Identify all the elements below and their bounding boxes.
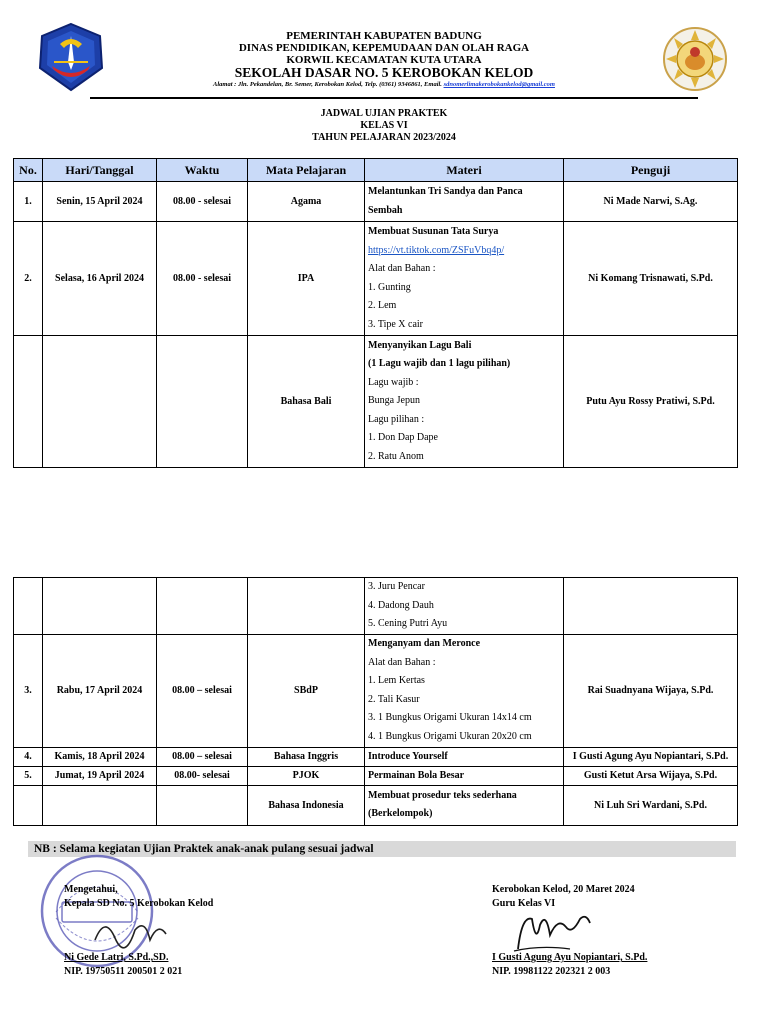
cell-day: Jumat, 19 April 2024: [43, 766, 157, 785]
cell-day: [43, 785, 157, 825]
header-day: Hari/Tanggal: [43, 159, 157, 182]
address-text: Alamat : Jln. Pekandelan, Br. Semer, Kerobokan Kelod, Telp. (0361) 9346861, Email.: [213, 81, 444, 88]
signature-right-line2: Guru Kelas VI: [492, 898, 556, 909]
materi-line: 3. Tipe X cair: [368, 318, 423, 330]
cell-day: Kamis, 18 April 2024: [43, 747, 157, 766]
cell-examiner: [564, 578, 738, 635]
materi-line: Bunga Jepun: [368, 395, 420, 407]
cell-examiner: Gusti Ketut Arsa Wijaya, S.Pd.: [564, 766, 738, 785]
table-row: [14, 222, 738, 336]
materi-line: 3. Juru Pencar: [368, 581, 425, 592]
table-header-row: [14, 159, 738, 182]
cell-no: 5.: [14, 766, 43, 785]
materi-line: 4. Dadong Dauh: [368, 599, 434, 611]
materi-line: Membuat prosedur teks sederhana: [368, 789, 517, 801]
tiktok-link[interactable]: https://vt.tiktok.com/ZSFuVbq4p/: [368, 244, 505, 256]
materi-line: 5. Cening Putri Ayu: [368, 618, 448, 629]
cell-time: 08.00 - selesai: [157, 222, 248, 336]
cell-subject: PJOK: [248, 766, 365, 785]
cell-time: 08.00 – selesai: [157, 747, 248, 766]
materi-line: 3. 1 Bungkus Origami Ukuran 14x14 cm: [368, 712, 532, 723]
signature-right-line1: Kerobokan Kelod, 20 Maret 2024: [492, 884, 635, 895]
cell-subject: Bahasa Inggris: [248, 747, 365, 766]
materi-line: Sembah: [368, 204, 403, 216]
schedule-table: [13, 158, 738, 468]
title-line3: TAHUN PELAJARAN 2023/2024: [312, 132, 456, 143]
cell-time: 08.00 - selesai: [157, 182, 248, 222]
cell-subject: [248, 578, 365, 635]
table-row: [14, 785, 738, 825]
cell-no: 3.: [14, 634, 43, 747]
cell-time: 08.00 – selesai: [157, 634, 248, 747]
table-row: [14, 766, 738, 785]
table-row: [14, 747, 738, 766]
materi-line: Alat dan Bahan :: [368, 263, 436, 274]
cell-materi: Introduce Yourself: [365, 747, 564, 766]
cell-day: [43, 336, 157, 468]
cell-subject: SBdP: [248, 634, 365, 747]
header-no: No.: [14, 159, 43, 182]
header-subject: Mata Pelajaran: [248, 159, 365, 182]
cell-no: 1.: [14, 182, 43, 222]
cell-subject: Agama: [248, 182, 365, 222]
cell-no: [14, 578, 43, 635]
signature-left-line1: Mengetahui,: [64, 884, 118, 895]
header-time: Waktu: [157, 159, 248, 182]
letterhead-line1: PEMERINTAH KABUPATEN BADUNG: [286, 30, 482, 42]
cell-time: [157, 336, 248, 468]
schedule-table-continued: [13, 577, 738, 826]
table-row: [14, 336, 738, 468]
signature-left-name-block: [64, 951, 182, 979]
headmaster-signature: [90, 910, 170, 950]
headmaster-name: Ni Gede Latri, S.Pd.,SD.: [64, 952, 169, 963]
cell-day: Rabu, 17 April 2024: [43, 634, 157, 747]
letterhead-line2: DINAS PENDIDIKAN, KEPEMUDAAN DAN OLAH RAGA: [238, 42, 530, 54]
cell-examiner: Putu Ayu Rossy Pratiwi, S.Pd.: [564, 336, 738, 468]
signature-right: [492, 883, 635, 911]
materi-line: 1. Lem Kertas: [368, 675, 425, 686]
cell-subject: Bahasa Bali: [248, 336, 365, 468]
letterhead-line3: KORWIL KECAMATAN KUTA UTARA: [286, 54, 482, 66]
materi-line: Menganyam dan Meronce: [368, 638, 481, 649]
cell-materi: [365, 222, 564, 336]
signature-right-name-block: [492, 951, 647, 979]
materi-line: 1. Gunting: [368, 281, 411, 293]
cell-materi: [365, 634, 564, 747]
table-row: [14, 182, 738, 222]
teacher-name: I Gusti Agung Ayu Nopiantari, S.Pd.: [492, 952, 648, 963]
title-line2: KELAS VI: [360, 120, 408, 131]
cell-subject: IPA: [248, 222, 365, 336]
title-line1: JADWAL UJIAN PRAKTEK: [320, 108, 448, 119]
materi-line: 1. Don Dap Dape: [368, 432, 438, 444]
materi-line: Lagu wajib :: [368, 376, 419, 388]
cell-time: 08.00- selesai: [157, 766, 248, 785]
materi-line: 2. Lem: [368, 300, 397, 311]
cell-examiner: I Gusti Agung Ayu Nopiantari, S.Pd.: [564, 747, 738, 766]
materi-line: Melantunkan Tri Sandya dan Panca: [368, 186, 523, 197]
teacher-signature: [510, 905, 595, 955]
cell-examiner: Ni Made Narwi, S.Ag.: [564, 182, 738, 222]
signature-left-line2: Kepala SD No. 5 Kerobokan Kelod: [64, 898, 214, 909]
cell-materi: [365, 578, 564, 635]
cell-materi: [365, 182, 564, 222]
cell-materi: [365, 785, 564, 825]
cell-examiner: Ni Komang Trisnawati, S.Pd.: [564, 222, 738, 336]
headmaster-nip: NIP. 19750511 200501 2 021: [64, 966, 183, 977]
materi-line: 2. Tali Kasur: [368, 693, 420, 705]
email-link[interactable]: sdnomerlimakerobokankelod@gmail.com: [443, 81, 555, 88]
school-address: [0, 80, 768, 89]
cell-day: [43, 578, 157, 635]
letterhead-divider: [90, 97, 698, 99]
materi-line: Membuat Susunan Tata Surya: [368, 226, 499, 237]
cell-day: Senin, 15 April 2024: [43, 182, 157, 222]
materi-line: Lagu pilihan :: [368, 413, 425, 425]
materi-line: Alat dan Bahan :: [368, 656, 436, 668]
cell-day: Selasa, 16 April 2024: [43, 222, 157, 336]
materi-line: 2. Ratu Anom: [368, 450, 424, 462]
signature-left: [64, 883, 213, 911]
materi-line: (Berkelompok): [368, 808, 433, 819]
cell-materi: [365, 336, 564, 468]
materi-line: 4. 1 Bungkus Origami Ukuran 20x20 cm: [368, 730, 532, 742]
header-materi: Materi: [365, 159, 564, 182]
note-banner: NB : Selama kegiatan Ujian Praktek anak-anak pulang sesuai jadwal: [28, 841, 736, 857]
header-examiner: Penguji: [564, 159, 738, 182]
teacher-nip: NIP. 19981122 202321 2 003: [492, 966, 611, 977]
cell-no: 4.: [14, 747, 43, 766]
cell-time: [157, 578, 248, 635]
cell-no: 2.: [14, 222, 43, 336]
cell-subject: Bahasa Indonesia: [248, 785, 365, 825]
cell-examiner: Ni Luh Sri Wardani, S.Pd.: [564, 785, 738, 825]
table-row: [14, 634, 738, 747]
materi-line: Menyanyikan Lagu Bali: [368, 339, 472, 351]
materi-line: (1 Lagu wajib dan 1 lagu pilihan): [368, 358, 511, 370]
cell-time: [157, 785, 248, 825]
cell-no: [14, 336, 43, 468]
school-name: SEKOLAH DASAR NO. 5 KEROBOKAN KELOD: [234, 65, 534, 80]
letterhead: [0, 30, 768, 89]
document-title: [0, 108, 768, 144]
table-row: [14, 578, 738, 635]
cell-materi: Permainan Bola Besar: [365, 766, 564, 785]
cell-examiner: Rai Suadnyana Wijaya, S.Pd.: [564, 634, 738, 747]
cell-no: [14, 785, 43, 825]
